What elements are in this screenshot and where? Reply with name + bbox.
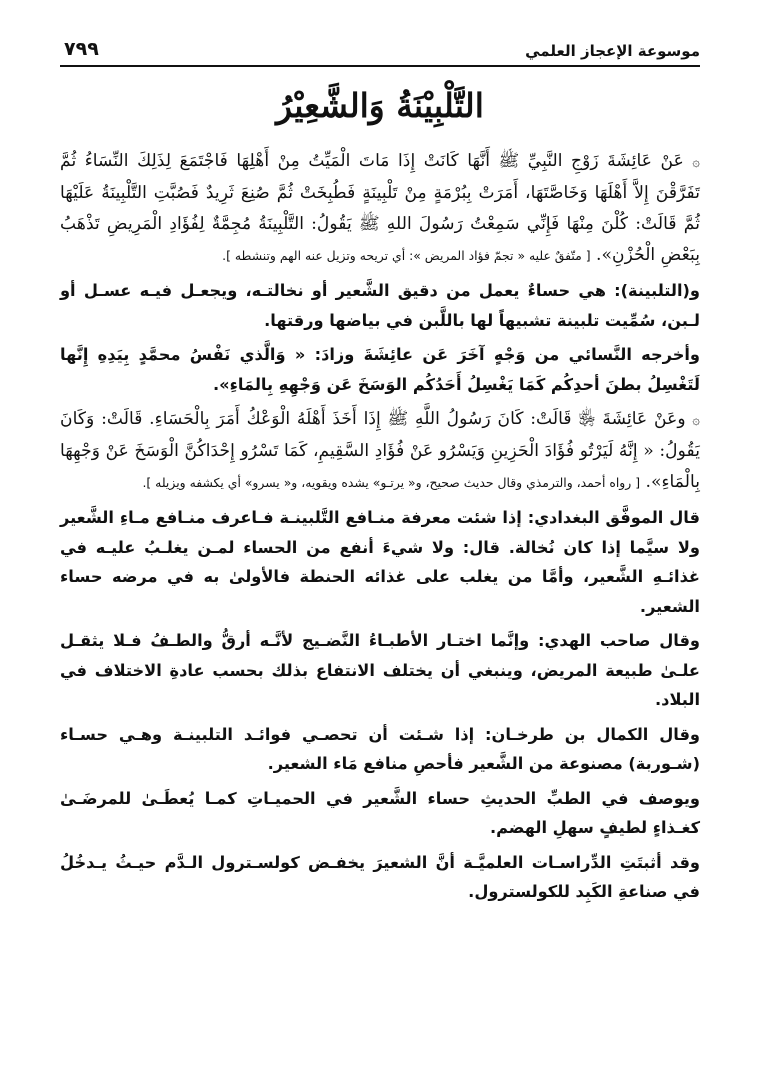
- hadith-star-icon: ۞: [692, 155, 700, 170]
- body-text: [60, 146, 700, 912]
- paragraph-talbina-definition: و(التلبينة): هي حساءٌ يعمل من دقيق الشَّعير أو نخالتـه، ويجعـل فيـه عسـل أو لـبن، سُمِّيت تلبينة تشبيهاً لها باللَّبن في بياضها ورقتها.: [60, 281, 700, 330]
- paragraph-kamal-tarkhan: وقال الكمال بن طرخـان: إذا شـئت أن تحصـي فوائـد التلبينـة وهـي حسـاء (شـوربة) مصنوعة من الشَّعير فأحصِ منافع مَاء الشعير.: [60, 724, 700, 773]
- header-divider: [60, 65, 700, 67]
- hadith-paragraph: [60, 404, 700, 498]
- hadith-star-icon: ۞: [692, 413, 701, 428]
- hadith-reference: [ رواه أحمد، والترمذي وقال حديث صحيح، و« يرتـو» يشده ويقويه، و« يسرو» أي يكشفه ويزيله ].: [142, 475, 641, 490]
- paragraph-hadi: وقال صاحب الهدي: وإنَّما اختـار الأطبـاءُ النَّضـيج لأنَّـه أرقُّ والطـفُ فـلا يثقـل علـىٰ طبيعة المريض، وينبغي أن يختلف الانتفاع بذلك بحسب عادةِ الاختلاف في البلاد.: [60, 631, 700, 709]
- hadith-text: عَنْ عَائِشَةَ زَوْجِ النَّبِيِّ ﷺ أَنَّهَا كَانَتْ إِذَا مَاتَ الْمَيِّتُ مِنْ أَهْلِهَا فَاجْتَمَعَ لِذَلِكَ النِّسَاءُ ثُمَّ تَفَرَّقْنَ إِلاَّ أَهْلَهَا وَخَاصَّتَهَا، أَمَرَتْ بِبُرْمَةٍ مِنْ تَلْبِينَةٍ فَطُبِخَتْ ثُمَّ صُنِعَ ثَرِيدٌ فَصُبَّتِ التَّلْبِينَةُ عَلَيْهَا ثُمَّ قَالَتْ: كُلْنَ مِنْهَا فَإِنِّي سَمِعْتُ رَسُولَ اللهِ ﷺ يَقُولُ: التَّلْبِينَةُ مُجِمَّةٌ لِفُؤَادِ الْمَرِيضِ تَذْهَبُ بِبَعْضِ الْحُزْنِ».: [60, 151, 700, 265]
- hadith-paragraph: [60, 146, 700, 271]
- chapter-title: التَّلْبِيْنَةُ وَالشَّعِيْرُ: [276, 86, 484, 125]
- page-header: [60, 32, 700, 72]
- paragraph-modern-medicine: ويوصف في الطبِّ الحديثِ حساء الشَّعير في الحميـاتِ كمـا يُعطَـىٰ للمرضَـىٰ كغـذاءٍ لطيفٍ سهلِ الهضم.: [60, 788, 700, 837]
- paragraph-nasai-narration: وأخرجه النَّسائي من وَجْهٍ آخَرَ عَن عائِشَةَ وزادَ: « وَالَّذي نَفْسُ محمَّدٍ بِيَدِهِ إِنَّها لَتَغْسِلُ بطنَ أحدِكُم كَمَا يَغْسِلُ أَحَدُكُم الوَسَخَ عَن وَجْهِهِ بِالمَاءِ».: [60, 345, 700, 394]
- page-number: ٧٩٩: [64, 38, 99, 60]
- hadith-text: وعَنْ عَائِشَةَ ﵂ قَالَتْ: كَانَ رَسُولُ اللَّهِ ﷺ إِذَا أَخَذَ أَهْلَهُ الْوَعْكُ أَمَرَ بِالْحَسَاءِ. قَالَتْ: وَكَانَ يَقُولُ: « إِنَّهُ لَيَرْتُو فُؤَادَ الْحَزِينِ وَيَسْرُو عَنْ فُؤَادِ السَّقِيمِ، كَمَا تَسْرُو إِحْدَاكُنَّ الْوَسَخَ عَنْ وَجْهِهَا بِالْمَاءِ».: [60, 409, 700, 492]
- paragraph-baghdadi: قال الموفَّق البغدادي: إذا شئت معرفة منـافع التَّلبينـة فـاعرف منـافع مـاءِ الشَّعير ولا سيَّما إذا كان نُخالة. قال: ولا شيءَ أنفع من الحساء لمـن يغلـبُ عليـه في غذائـهِ الشَّعير، وأمَّا من يغلب على غذائه الحنطة فالأولىٰ به في مرضه حساء الشعير.: [60, 508, 700, 616]
- hadith-reference: [ متّفقٌ عليه « تجمّ فؤاد المريض »: أي تريحه وتزيل عنه الهم وتنشطه ].: [222, 248, 591, 263]
- running-title: موسوعة الإعجاز العلمي: [525, 42, 700, 60]
- paragraph-scientific-studies: وقد أثبتَتِ الدِّراسـات العلميَّـة أنَّ الشعيرَ يخفـض كولسـترول الـدَّم حيـثُ يـدخُلُ في صناعةِ الكَبِد للكولسترول.: [60, 852, 700, 901]
